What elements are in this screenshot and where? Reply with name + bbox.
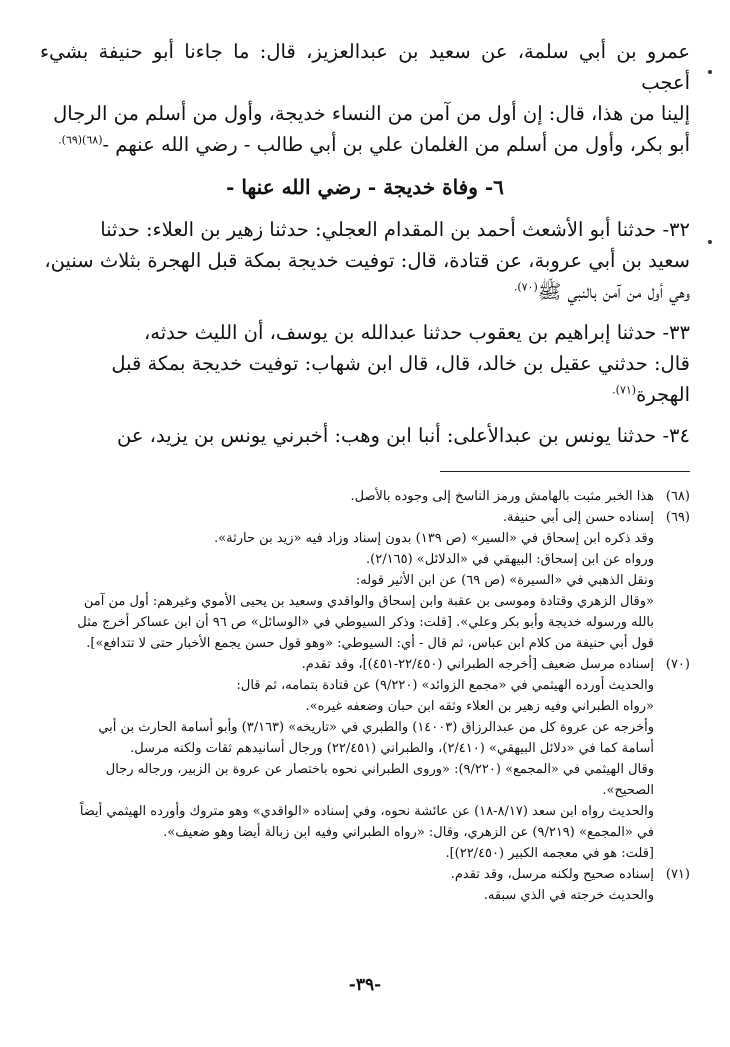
page-number: -٣٩- <box>348 975 382 995</box>
footnote-line: هذا الخبر مثبت بالهامش ورمز الناسخ إلى وجوده بالأصل. <box>350 489 654 504</box>
footnote-line: قول أبي حنيفة من كلام ابن عباس، ثم قال - أي: السيوطي: «وهو قول حسن يجمع الأخبار حتى لا تتدافع»]. <box>86 636 654 651</box>
footnote-line: [قلت: هو في معجمه الكبير (٢٢/٤٥٠)]. <box>445 846 654 861</box>
footnote-ref: (٦٨)(٦٩). <box>58 133 103 147</box>
footnote-line: إسناده حسن إلى أبي حنيفة. <box>502 510 654 525</box>
footnote-line: وأخرجه عن عروة كل من عبدالرزاق (١٤٠٠٣) والطبري في «تاريخه» (٣/١٦٣) وأبو أسامة الحارث بن أبي <box>98 720 654 735</box>
footnote-line: ورواه عن ابن إسحاق: البيهقي في «الدلائل» (٢/١٦٥). <box>366 552 654 567</box>
footnote-line: والحديث خرجته في الذي سبقه. <box>483 888 654 903</box>
text-line: سعيد بن أبي عروبة، عن قتادة، قال: توفيت خديجة بمكة قبل الهجرة بثلاث سنين، <box>44 249 690 272</box>
text-line: عمرو بن أبي سلمة، عن سعيد بن عبدالعزيز، قال: ما جاءنا أبو حنيفة بشيء أعجب <box>40 40 690 94</box>
text-line-content: الهجرة <box>636 383 690 406</box>
footnote-line: «رواه الطبراني وفيه زهير بن العلاء وثقه ابن حبان وضعفه غيره». <box>305 699 654 714</box>
text-line-content: أبو بكر، وأول من أسلم من الغلمان علي بن أبي طالب - رضي الله عنهم - <box>102 133 690 156</box>
footnote-line: ونقل الذهبي في «السيرة» (ص ٦٩) عن ابن الأثير قوله: <box>355 573 654 588</box>
text-line <box>40 129 690 160</box>
footnote-line: والحديث رواه ابن سعد (٨/١٧-١٨) عن عائشة نحوه، وفي إسناده «الواقدي» وهو متروك وأورده الهيثمي أيضاً <box>79 804 654 819</box>
footnote-68 <box>40 486 690 507</box>
footnote-number: (٦٨) <box>665 489 690 504</box>
footnote-line: إسناده صحيح ولكنه مرسل، وقد تقدم. <box>450 867 654 882</box>
footnote-line: وقد ذكره ابن إسحاق في «السير» (ص ١٣٩) بدون إسناد وزاد فيه «زيد بن حارثة». <box>214 531 654 546</box>
footnote-body <box>40 486 654 507</box>
footnote-ref: (٧٠). <box>513 280 538 294</box>
text-line: قال: حدثني عقيل بن خالد، قال، قال ابن شهاب: توفيت خديجة بمكة قبل <box>111 352 690 375</box>
footnote-line: والحديث أورده الهيثمي في «مجمع الزوائد» (٩/٢٢٠) عن قتادة بتمامه، ثم قال: <box>236 678 654 693</box>
footnote-line: «وقال الزهري وقتادة وموسى بن عقبة وابن إسحاق والواقدي وسعيد بن يحيى الأموي وغيرهم: أول من آمن <box>83 594 654 609</box>
text-line-content: وهي أول من آمن بالنبي ﷺ <box>537 280 690 303</box>
footnote-number: (٧٠) <box>665 657 690 672</box>
footnote-body <box>40 864 654 906</box>
text-line <box>40 276 690 307</box>
footnote-body <box>40 654 654 864</box>
footnote-line: بالله ورسوله خديجة وأبو بكر وعلي». [قلت: وذكر السيوطي في «الوسائل» ص ٩٦ أن ابن عساكر أخرج مثل <box>77 615 654 630</box>
footnote-line: أسامة كما في «دلائل البيهقي» (٢/٤١٠)، والطبراني (٢٢/٤٥١) ورجال أسانيدهم ثقات ولكنه مرسل. <box>130 741 654 756</box>
footnote-number: (٦٩) <box>665 510 690 525</box>
footnote-71 <box>40 864 690 906</box>
text-line <box>40 379 690 410</box>
footnote-line: وقال الهيثمي في «المجمع» (٩/٢٢٠): «وروى الطبراني نحوه باختصار عن عروة بن الزبير، ورجاله رجال <box>105 762 654 777</box>
text-line: ٣٣- حدثنا إبراهيم بن يعقوب حدثنا عبدالله بن يوسف، أن الليث حدثه، <box>143 321 690 344</box>
text-line: ٣٤- حدثنا يونس بن عبدالأعلى: أنبا ابن وهب: أخبرني يونس بن يزيد، عن <box>117 424 690 447</box>
book-page <box>40 36 690 1007</box>
footnote-separator <box>440 471 690 472</box>
text-line: إلينا من هذا، قال: إن أول من آمن من النساء خديجة، وأول من أسلم من الرجال <box>53 102 690 125</box>
footnote-ref: (٧١). <box>612 383 637 397</box>
footnote-line: في «المجمع» (٩/٢١٩) عن الزهري، وقال: «رواه الطبراني وفيه ابن زبالة أيضا وهو ضعيف». <box>163 825 654 840</box>
margin-mark <box>708 70 712 74</box>
footnote-body <box>40 507 654 654</box>
footnote-line: إسناده مرسل ضعيف [أخرجه الطبراني (٢٢/٤٥٠-٤٥١)]، وقد تقدم. <box>301 657 654 672</box>
main-text <box>40 36 690 451</box>
footnote-line: الصحيح». <box>602 783 654 798</box>
footnotes <box>40 486 690 906</box>
footnote-70 <box>40 654 690 864</box>
text-line: ٣٢- حدثنا أبو الأشعث أحمد بن المقدام العجلي: حدثنا زهير بن العلاء: حدثنا <box>100 218 690 241</box>
footnote-number: (٧١) <box>665 867 690 882</box>
margin-mark <box>708 240 712 244</box>
section-title: ٦- وفاة خديجة - رضي الله عنها - <box>226 175 504 199</box>
footnote-69 <box>40 507 690 654</box>
